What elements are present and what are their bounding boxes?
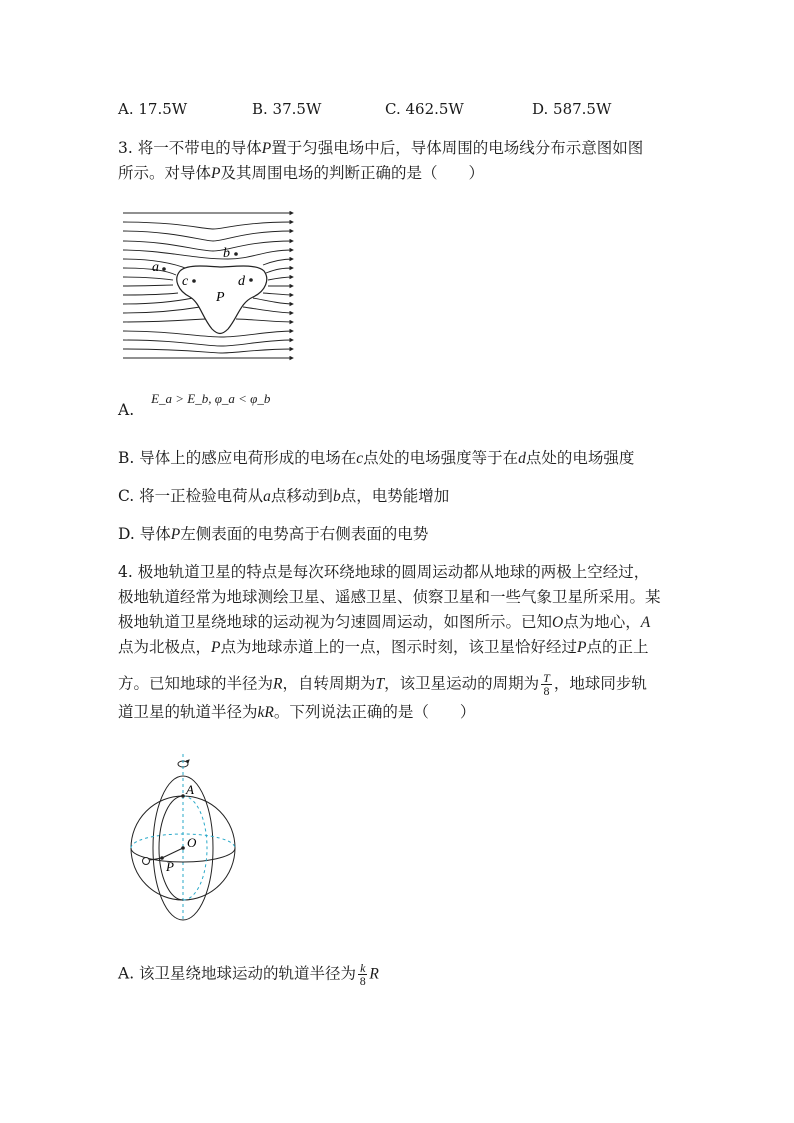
label-o: O xyxy=(187,835,197,850)
q4-stem-line2: 极地轨道经常为地球测绘卫星、遥感卫星、侦察卫星和一些气象卫星所采用。某 xyxy=(118,588,661,606)
meridian-front xyxy=(159,796,183,900)
q2-option-a: A. 17.5W xyxy=(118,100,188,118)
q3-stem-line2: 所示。对导体P及其周围电场的判断正确的是（ ） xyxy=(118,164,484,182)
q4-stem-line5: 方。已知地球的半径为R，自转周期为T，该卫星运动的周期为 $\frac{T}{8}$ ，地球同步轨 xyxy=(118,671,647,698)
label-d: d xyxy=(238,274,245,289)
label-p: P xyxy=(166,859,174,874)
q3-option-b: B. 导体上的感应电荷形成的电场在c点处的电场强度等于在d点处的电场强度 xyxy=(118,449,635,467)
point-a-dot xyxy=(162,267,166,271)
q3-stem-line1: 3. 将一不带电的导体P置于匀强电场中后，导体周围的电场线分布示意图如图 xyxy=(118,139,644,157)
q4-stem-line3: 极地轨道卫星绕地球的运动视为匀速圆周运动，如图所示。已知O点为地心，A xyxy=(118,613,651,631)
q4-stem-line4: 点为北极点，P点为地球赤道上的一点，图示时刻，该卫星恰好经过P点的正上 xyxy=(118,638,649,656)
point-d-dot xyxy=(249,278,253,282)
q3-option-d: D. 导体P左侧表面的电势高于右侧表面的电势 xyxy=(118,525,429,543)
point-a-dot xyxy=(181,794,185,798)
q4-period-fraction: $\frac{T}{8}$ xyxy=(543,671,550,698)
point-b-dot xyxy=(234,252,238,256)
q4-stem-line6: 道卫星的轨道半径为kR。下列说法正确的是（ ） xyxy=(118,703,476,721)
radius-op xyxy=(162,848,183,858)
q3-option-c: C. 将一正检验电荷从a点移动到b点，电势能增加 xyxy=(118,487,450,505)
label-b: b xyxy=(223,246,230,261)
q3-option-a: A. $^{E\_a > E\_b, \varphi\_a < \varphi\_b}$ xyxy=(118,391,271,419)
label-a: A xyxy=(186,782,194,797)
q2-option-c: C. 462.5W xyxy=(385,100,464,118)
q3-field-line-figure xyxy=(118,205,303,365)
earth-diagram xyxy=(131,754,235,920)
label-p: P xyxy=(216,290,225,305)
q2-option-b: B. 37.5W xyxy=(252,100,322,118)
q4-option-a-fraction: $\frac{k}{8}$ xyxy=(359,961,366,988)
q2-option-d: D. 587.5W xyxy=(532,100,612,118)
label-a: a xyxy=(152,260,159,275)
q4-stem-line1: 4. 极地轨道卫星的特点是每次环绕地球的圆周运动都从地球的两极上空经过， xyxy=(118,563,650,581)
q4-earth-orbit-figure xyxy=(126,750,248,925)
point-o-dot xyxy=(181,846,185,850)
satellite-icon xyxy=(143,858,150,865)
label-c: c xyxy=(182,274,189,289)
q4-option-a: A. 该卫星绕地球运动的轨道半径为 $\frac{k}{8}$ R xyxy=(118,961,379,988)
q3-option-a-formula: E_a > E_b, φ_a < φ_b xyxy=(151,391,271,406)
point-c-dot xyxy=(192,279,196,283)
